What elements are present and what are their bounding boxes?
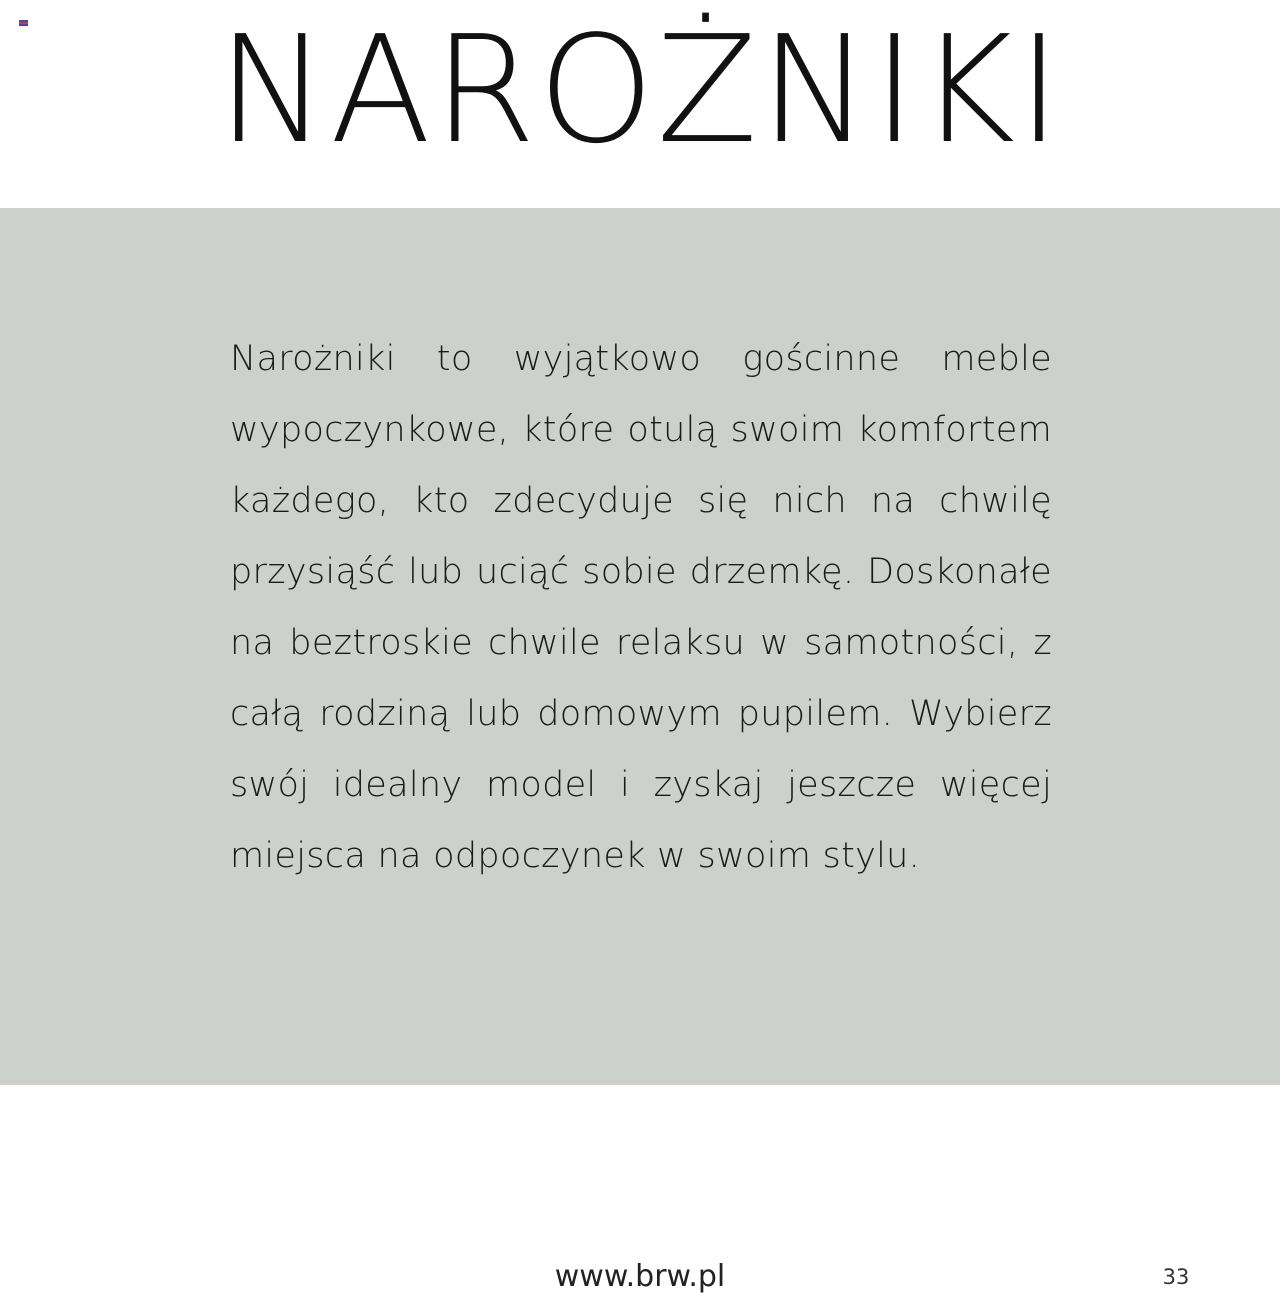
page-title: NAROŻNIKI xyxy=(217,4,1063,176)
description-paragraph: Narożniki to wyjątkowo gościnne meble wypoczynkowe, które otulą swoim komfortem każdego, kto zdecyduje się nich na chwilę przysiąść lub uciąć sobie drzemkę. Doskonałe na beztroskie chwile relaksu w samotności, z całą rodziną lub domowym pupilem. Wybierz swój idealny model i zyskaj jeszcze więcej miejsca na odpoczynek w swoim stylu. xyxy=(230,339,1052,876)
footer-url-link[interactable]: www.brw.pl xyxy=(554,1259,726,1294)
page-number: 33 xyxy=(1162,1265,1190,1289)
